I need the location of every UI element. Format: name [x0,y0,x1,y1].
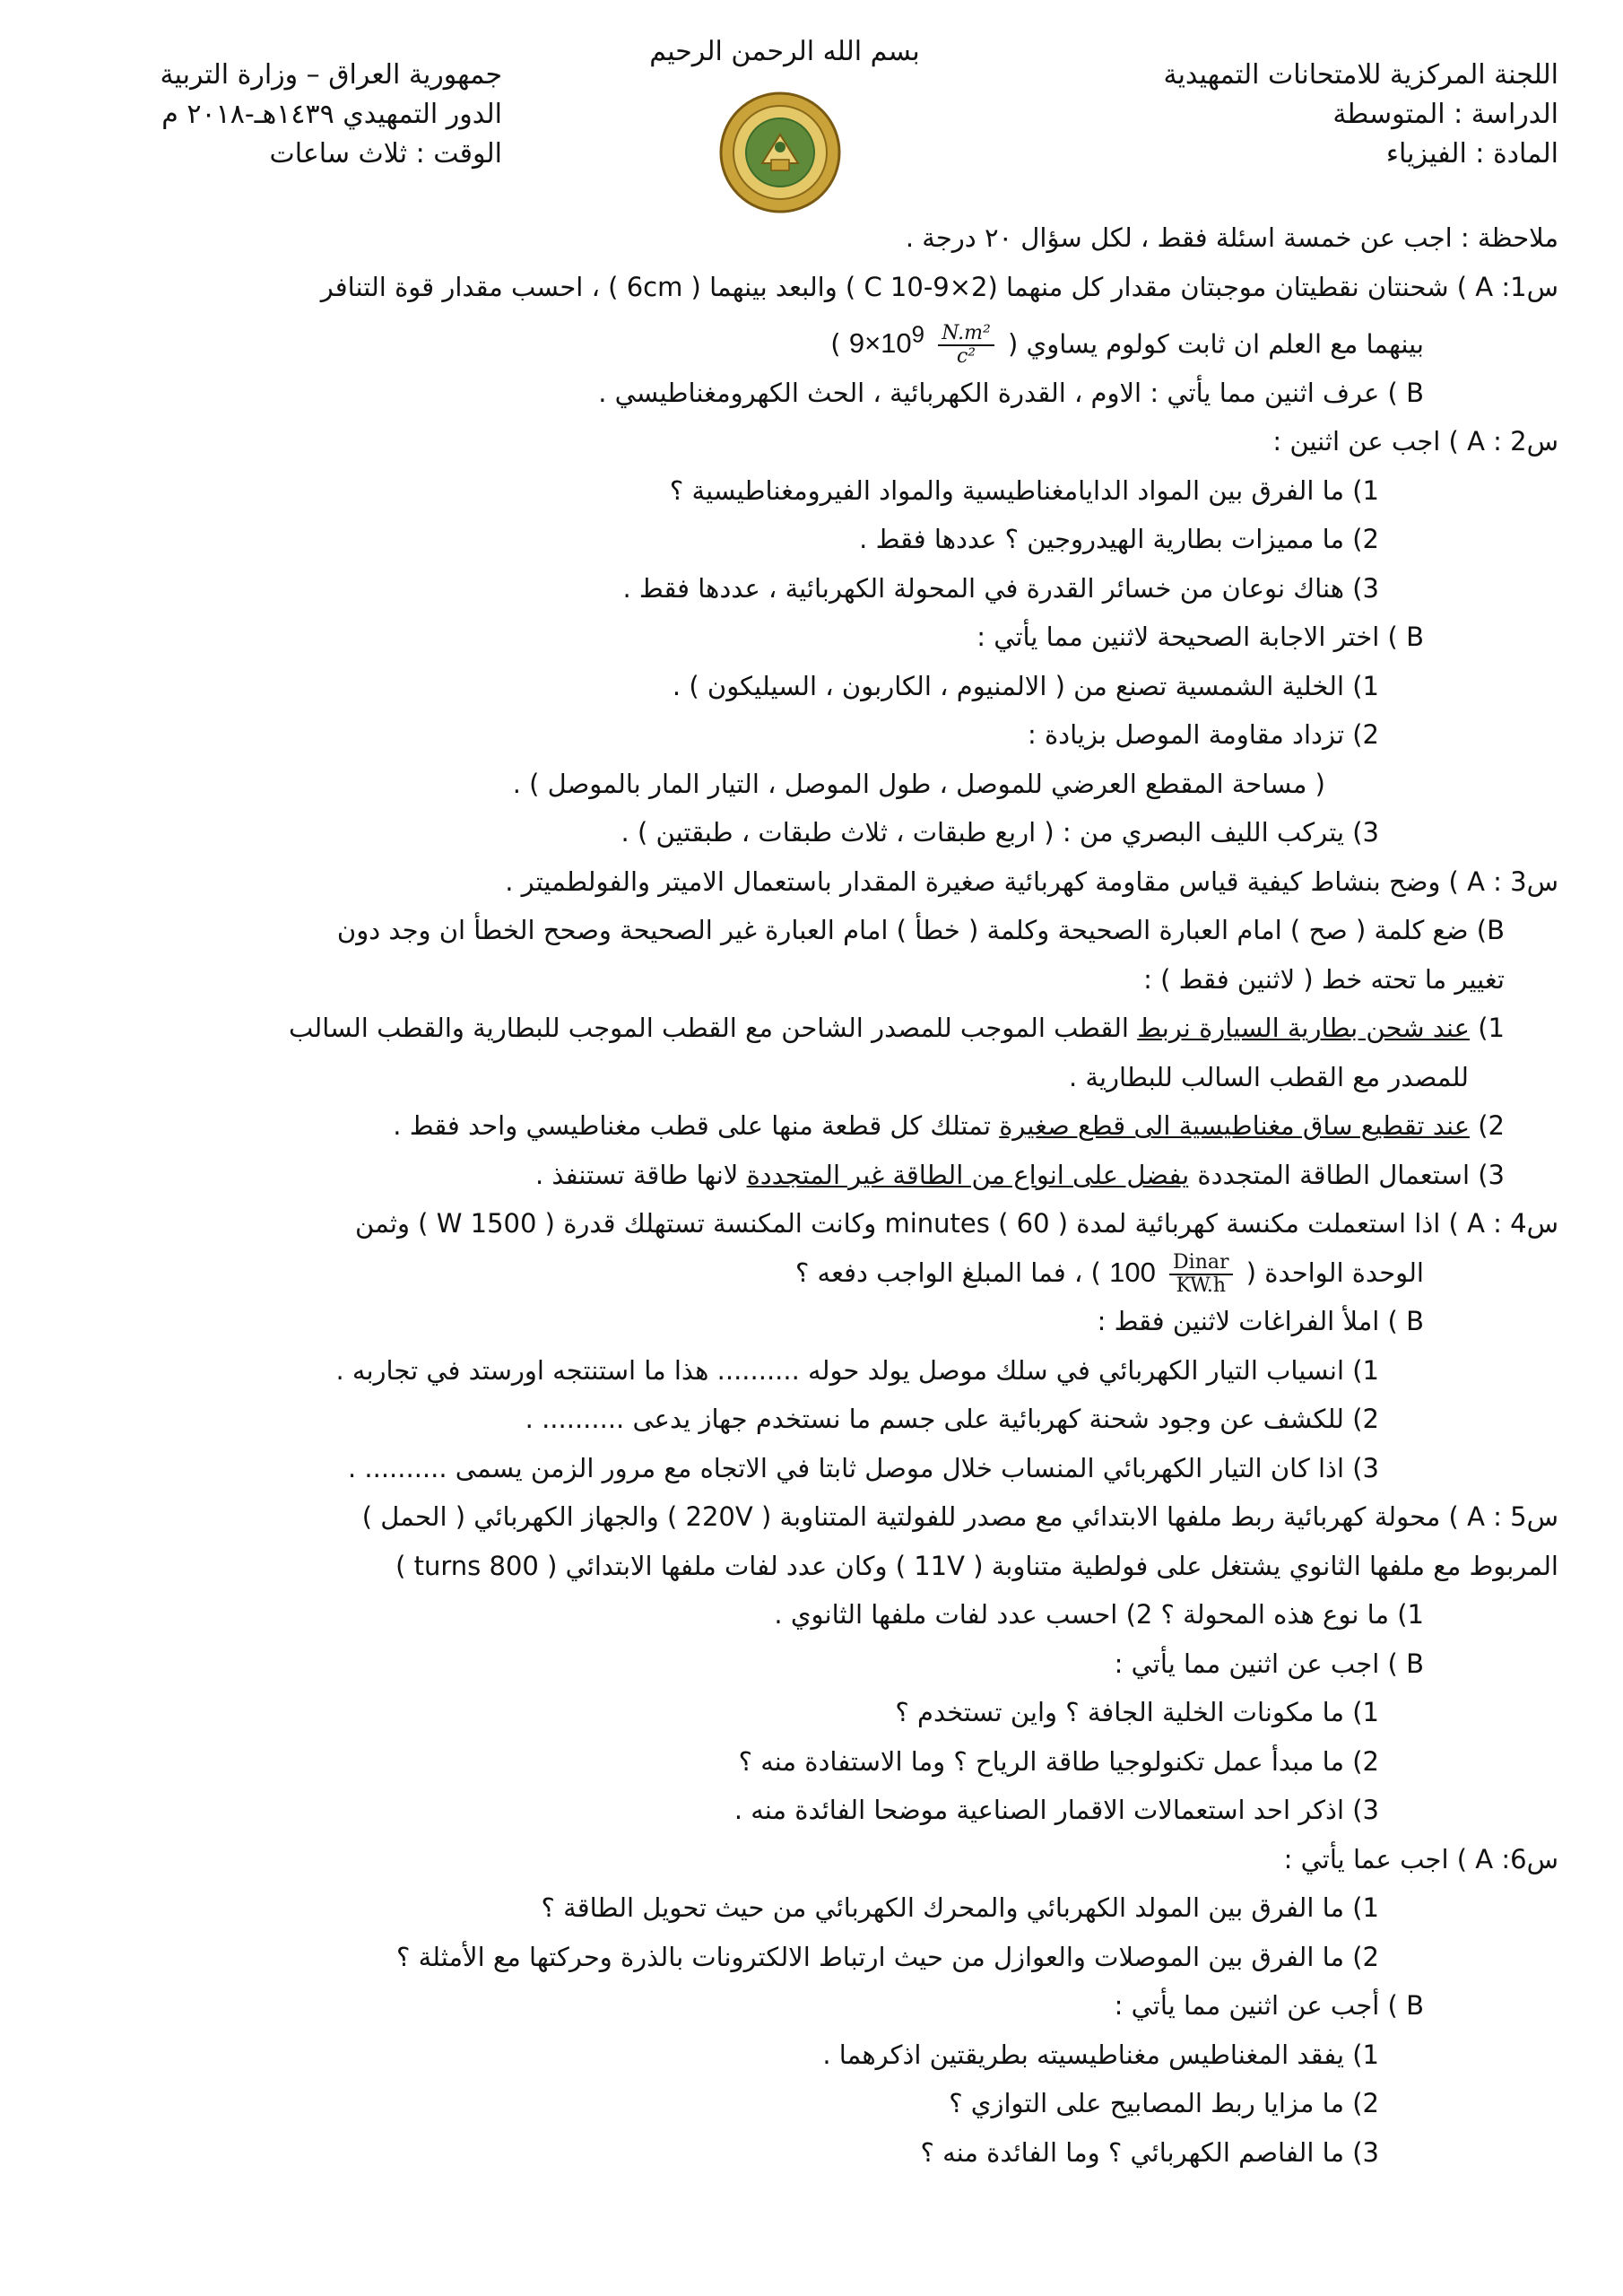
header-session: الدور التمهيدي ١٤٣٩هـ-٢٠١٨ م [161,99,502,130]
coulomb-constant [848,323,925,360]
basmala: بسم الله الرحمن الرحيم [649,36,920,67]
q4-b-item: 2) للكشف عن وجود شحنة كهربائية على جسم ما نستخدم جهاز يدعى .......... . [525,1404,1379,1435]
q5-b-item: 2) ما مبدأ عمل تكنولوجيا طاقة الرياح ؟ وما الاستفادة منه ؟ [738,1745,1379,1777]
q2-a-item: 3) هناك نوعان من خسائر القدرة في المحولة الكهربائية ، عددها فقط . [622,572,1379,604]
dinar-unit-numerator: Dinar [1169,1252,1232,1275]
q5-a-line2: المربوط مع ملفها الثانوي يشتغل على فولطية متناوبة ( 11V ) وكان عدد لفات ملفها الابتدائي ( 800 turns ) [395,1550,1558,1581]
q4-b-item: 3) اذا كان التيار الكهربائي المنساب خلال موصل ثابتا في الاتجاه مع مرور الزمن يسمى .......... . [347,1452,1379,1483]
unit-price-value: 100 [1109,1256,1156,1288]
q6-b-head: B ) أجب عن اثنين مما يأتي : [1114,1990,1424,2022]
header-stage: الدراسة : المتوسطة [1332,99,1558,130]
header-subject: المادة : الفيزياء [1385,138,1558,170]
dinar-unit-denominator: KW.h [1176,1274,1227,1297]
header-country: جمهورية العراق – وزارة التربية [160,59,502,91]
header-time: الوقت : ثلاث ساعات [269,138,502,170]
header-committee: اللجنة المركزية للامتحانات التمهيدية [1163,59,1558,91]
exam-questions [54,213,1558,2177]
coulomb-unit-numerator: N.m² [938,323,994,346]
q6-b-item: 3) ما الفاصم الكهربائي ؟ وما الفائدة منه ؟ [920,2136,1379,2168]
q6-b-item: 1) يفقد المغناطيس مغناطيسيته بطريقتين اذكرهما . [822,2039,1379,2070]
coulomb-unit-fraction [938,323,994,368]
exam-note: ملاحظة : اجب عن خمسة اسئلة فقط ، لكل سؤال ٢٠ درجة . [905,222,1558,253]
q4-b-item: 1) انسياب التيار الكهربائي في سلك موصل يولد حوله .......... هذا ما استنتجه اورستد في تجاربه . [335,1354,1379,1386]
coulomb-unit-denominator: c² [956,345,976,369]
q3-b-item3-pre: 3) استعمال الطاقة المتجددة [1189,1159,1505,1190]
q4-b-head: B ) املأ الفراغات لاثنين فقط : [1097,1306,1424,1337]
q3-b-line1: B) ضع كلمة ( صح ) امام العبارة الصحيحة وكلمة ( خطأ ) امام العبارة غير الصحيحة وصحح الخطأ ان وجد دون [336,915,1505,946]
q1-a-line2 [54,311,1558,369]
header-ministry-committee [1164,56,1559,174]
q3-b-item [54,1004,1558,1053]
q1-a-line1: س1: A ) شحنتان نقطيتان موجبتان مقدار كل منهما (C 10-9×2 ) والبعد بينهما ( 6cm ) ، احسب مقدار قوة التنافر [320,271,1558,302]
header-country-session [126,56,502,174]
q5-a-line1: س5 : A ) محولة كهربائية ربط ملفها الابتدائي مع مصدر للفولتية المتناوبة ( 220V ) والجهاز الكهربائي ( الحمل ) [361,1501,1558,1533]
q1-a-line2-pre: بينهما مع العلم ان ثابت كولوم يساوي ( [1008,328,1424,360]
q3-b-item1-line2: للمصدر مع القطب السالب للبطارية . [1068,1061,1469,1092]
q2-a-item: 1) ما الفرق بين المواد الدايامغناطيسية والمواد الفيرومغناطيسية ؟ [669,474,1379,506]
q2-b-item-options: ( مساحة المقطع العرضي للموصل ، طول الموصل ، التيار المار بالموصل ) . [512,768,1325,799]
q2-b-item: 2) تزداد مقاومة الموصل بزيادة : [1027,719,1379,751]
q3-b-item3-underlined: يفضل على انواع من الطاقة غير المتجددة [746,1159,1190,1190]
q6-a-item: 1) ما الفرق بين المولد الكهربائي والمحرك الكهربائي من حيث تحويل الطاقة ؟ [541,1892,1379,1924]
q4-a-line2 [54,1248,1558,1298]
q2-b-head: B ) اختر الاجابة الصحيحة لاثنين مما يأتي : [976,622,1424,653]
q3-b-item1-rest: القطب الموجب للمصدر الشاحن مع القطب الموجب للبطارية والقطب السالب [288,1013,1138,1044]
q3-b-item3-rest: لانها طاقة تستنفذ . [534,1159,747,1190]
q6-a-head: س6: A ) اجب عما يأتي : [1283,1843,1558,1874]
q3-b-item1-underlined: عند شحن بطارية السيارة نربط [1137,1013,1470,1044]
q5-b-item: 3) اذكر احد استعمالات الاقمار الصناعية موضحا الفائدة منه . [733,1795,1379,1826]
q6-a-item: 2) ما الفرق بين الموصلات والعوازل من حيث ارتباط الالكترونات بالذرة وحركتها مع الأمثلة ؟ [396,1941,1379,1972]
dinar-unit-fraction [1169,1252,1232,1297]
coulomb-constant-exponent: 9 [911,323,925,348]
q3-b-line2: تغيير ما تحته خط ( لاثنين فقط ) : [1143,963,1505,995]
q3-b-item1-num: 1) [1470,1013,1505,1044]
q4-a-line2-post: ) ، فما المبلغ الواجب دفعه ؟ [794,1257,1101,1288]
q5-b-head: B ) اجب عن اثنين مما يأتي : [1114,1648,1424,1679]
q4-a-line2-pre: الوحدة الواحدة ( [1245,1257,1424,1288]
q3-b-item2-underlined: عند تقطيع ساق مغناطيسية الى قطع صغيرة [999,1110,1470,1142]
q2-b-item: 1) الخلية الشمسية تصنع من ( الالمنيوم ، الكاربون ، السيليكون ) . [672,670,1379,701]
q1-b: B ) عرف اثنين مما يأتي : الاوم ، القدرة الكهربائية ، الحث الكهرومغناطيسي . [598,377,1424,408]
q3-b-item2-num: 2) [1470,1110,1505,1142]
q3-b-item2-rest: تمتلك كل قطعة منها على قطب مغناطيسي واحد فقط . [393,1110,1000,1142]
q5-b-item: 1) ما مكونات الخلية الجافة ؟ واين تستخدم ؟ [895,1697,1379,1728]
q3-b-item [54,1101,1558,1151]
q2-a-head: س2 : A ) اجب عن اثنين : [1272,426,1558,457]
q2-a-item: 2) ما مميزات بطارية الهيدروجين ؟ عددها فقط . [859,524,1379,555]
q3-a: س3 : A ) وضح بنشاط كيفية قياس مقاومة كهربائية صغيرة المقدار باستعمال الاميتر والفولطميتر . [505,865,1558,897]
coulomb-constant-base: 9×10 [848,327,912,360]
ministry-seal-logo [717,90,843,215]
q6-b-item: 2) ما مزايا ربط المصابيح على التوازي ؟ [949,2088,1379,2119]
q4-a-line1: س4 : A ) اذا استعملت مكنسة كهربائية لمدة ( 60 ) minutes وكانت المكنسة تستهلك قدرة ( 1500 W ) وثمن [355,1208,1558,1239]
q3-b-item [54,1151,1558,1200]
q1-a-line2-post: ) [830,328,841,360]
q5-a-line3: 1) ما نوع هذه المحولة ؟ 2) احسب عدد لفات ملفها الثانوي . [774,1599,1424,1631]
q2-b-item: 3) يتركب الليف البصري من : ( اربع طبقات ، ثلاث طبقات ، طبقتين ) . [621,817,1379,848]
